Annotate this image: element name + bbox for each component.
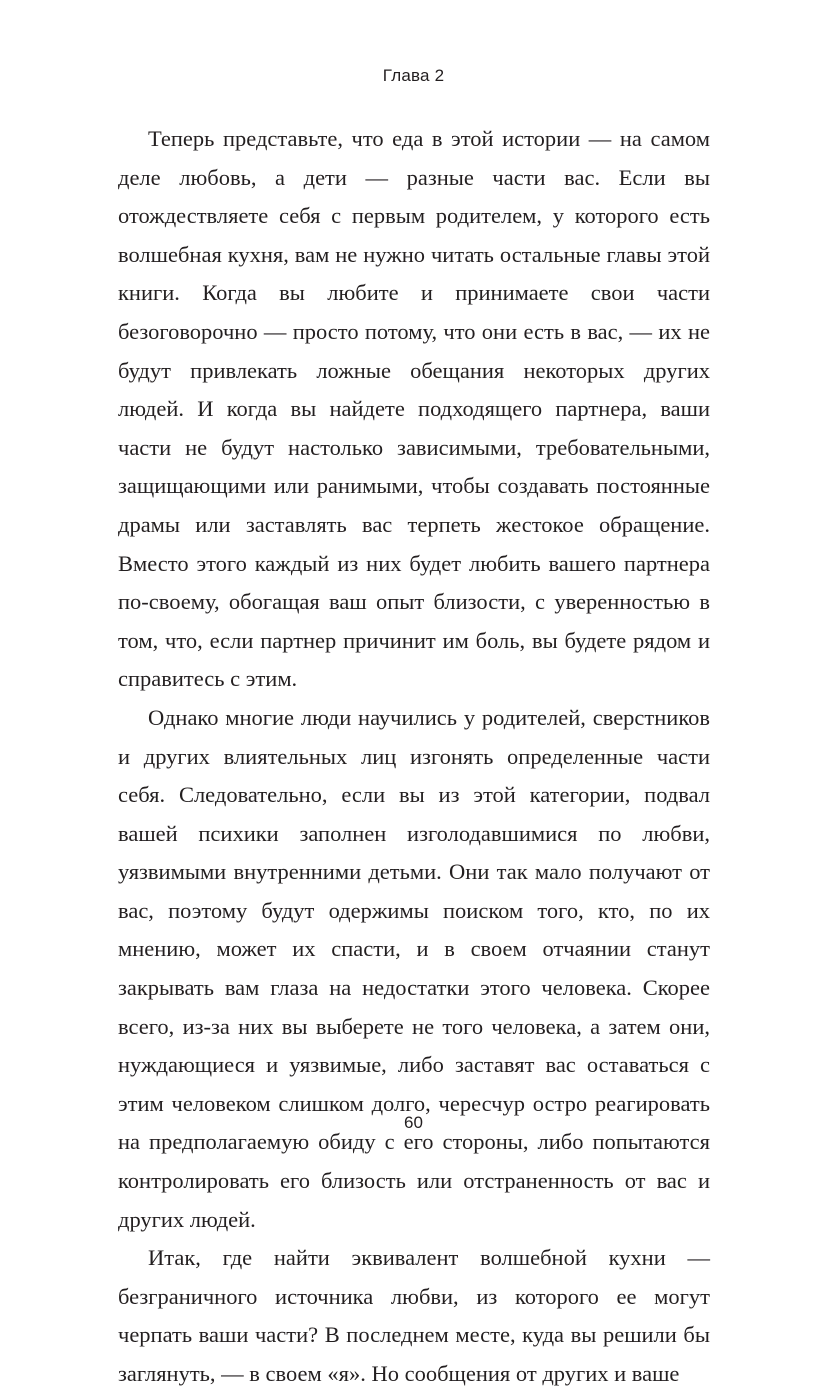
paragraph-1: Теперь представьте, что еда в этой истории — на самом деле любовь, а дети — разные части вас. Если вы отождествляете себя с первым родителем, у которого есть волшебная кухня, вам не нужно читать остальные главы этой книги. Когда вы любите и принимаете свои части безоговорочно — просто потому, что они есть в вас, — их не будут привлекать ложные обещания некоторых других людей. И когда вы найдете подходящего партнера, ваши части не будут настолько зависимыми, требовательными, защищающими или ранимыми, чтобы создавать постоянные драмы или заставлять вас терпеть жестокое обращение. Вместо этого каждый из них будет любить вашего партнера по-своему, обогащая ваш опыт близости, с уверенностью в том, что, если партнер причинит им боль, вы будете рядом и справитесь с этим. (118, 126, 710, 692)
paragraph-3: Итак, где найти эквивалент волшебной кухни — безграничного источника любви, из которого ее могут черпать ваши части? В последнем месте, куда вы решили бы заглянуть, — в своем «я». Но сообщения от других и ваше (118, 1245, 710, 1386)
page-number: 60 (404, 1113, 423, 1132)
paragraph-2: Однако многие люди научились у родителей, сверстников и других влиятельных лиц изгонять определенные части себя. Следовательно, если вы из этой категории, подвал вашей психики заполнен изголодавшимися по любви, уязвимыми внутренними детьми. Они так мало получают от вас, поэтому будут одержимы поиском того, кто, по их мнению, может их спасти, и в своем отчаянии станут закрывать вам глаза на недостатки этого человека. Скорее всего, из-за них вы выберете не того человека, а затем они, нуждающиеся и уязвимые, либо заставят вас оставаться с этим человеком слишком долго, чересчур остро реагировать на предполагаемую обиду с его стороны, либо попытаются контролировать его близость или отстраненность от вас и других людей. (118, 704, 710, 1232)
body-text (118, 120, 710, 1394)
running-head-chapter: Глава 2 (382, 66, 445, 85)
